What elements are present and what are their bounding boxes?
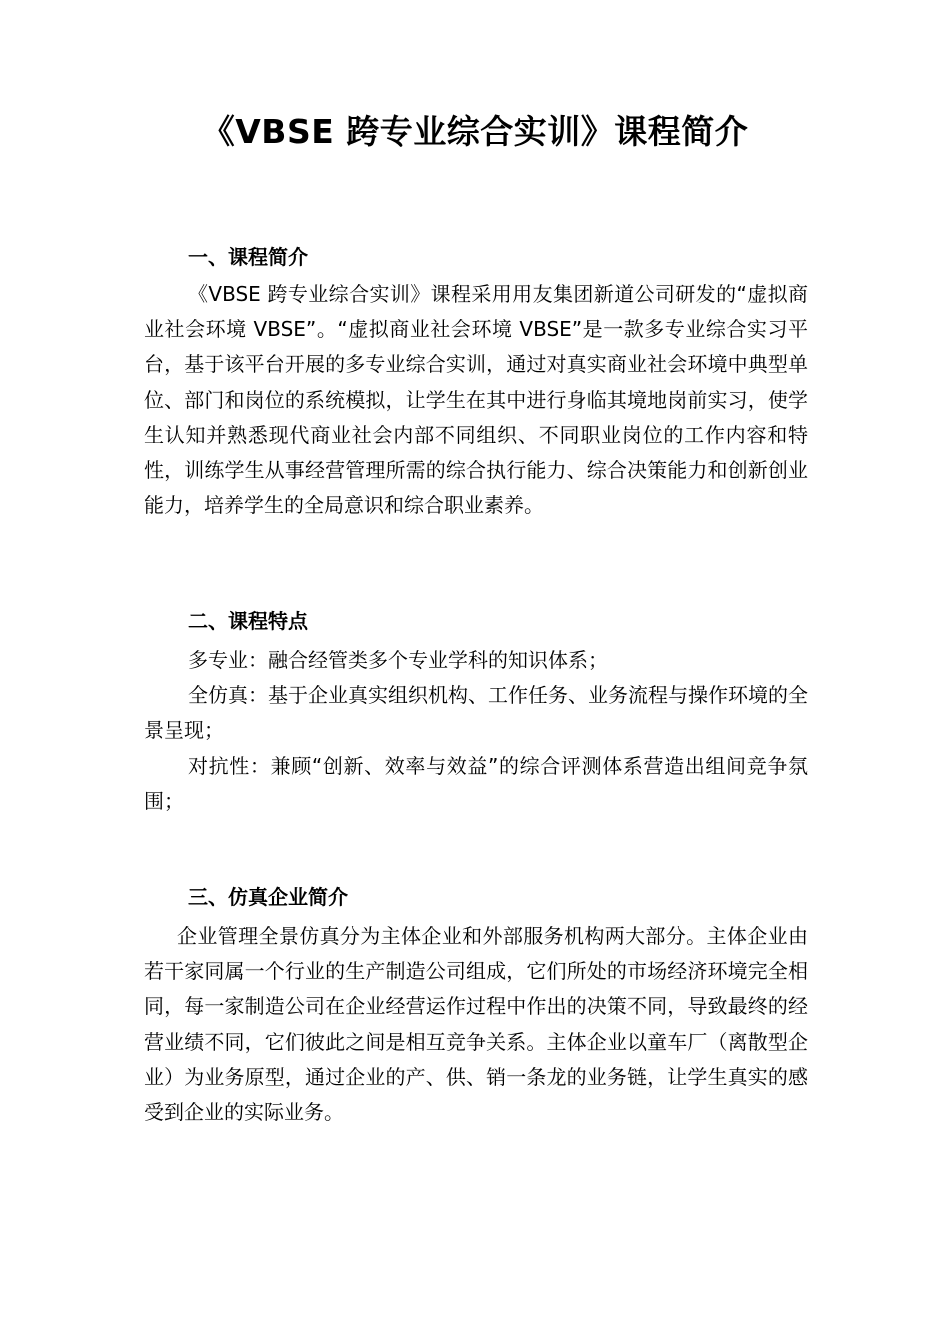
- paragraph: 企业管理全景仿真分为主体企业和外部服务机构两大部分。主体企业由若干家同属一个行业的生产制造公司组成，它们所处的市场经济环境完全相同，每一家制造公司在企业经营运作过程中作出的决策不同，导致最终的经营业绩不同，它们彼此之间是相互竞争关系。主体企业以童车厂（离散型企业）为业务原型，通过企业的产、供、销一条龙的业务链，让学生真实的感受到企业的实际业务。: [144, 924, 808, 1125]
- section-course-features: [144, 606, 808, 819]
- feature-item: 对抗性：兼顾“创新、效率与效益”的综合评测体系营造出组间竞争氛围；: [144, 753, 808, 813]
- section-heading: 二、课程特点: [188, 609, 308, 633]
- feature-item: 全仿真：基于企业真实组织机构、工作任务、业务流程与操作环境的全景呈现；: [144, 683, 808, 743]
- section-heading: 三、仿真企业简介: [188, 885, 348, 909]
- section-course-intro: [144, 242, 808, 523]
- section-heading: 一、课程简介: [188, 245, 308, 269]
- paragraph: 《VBSE 跨专业综合实训》课程采用用友集团新道公司研发的“虚拟商业社会环境 VBSE”。“虚拟商业社会环境 VBSE”是一款多专业综合实习平台，基于该平台开展的多专业综合实训，通过对真实商业社会环境中典型单位、部门和岗位的系统模拟，让学生在其中进行身临其境地岗前实习，使学生认知并熟悉现代商业社会内部不同组织、不同职业岗位的工作内容和特性，训练学生从事经营管理所需的综合执行能力、综合决策能力和创新创业能力，培养学生的全局意识和综合职业素养。: [144, 282, 808, 518]
- document-title: 《VBSE 跨专业综合实训》课程简介: [201, 112, 749, 151]
- section-simulated-enterprise: [144, 882, 808, 1130]
- feature-item: 多专业：融合经管类多个专业学科的知识体系；: [188, 648, 608, 672]
